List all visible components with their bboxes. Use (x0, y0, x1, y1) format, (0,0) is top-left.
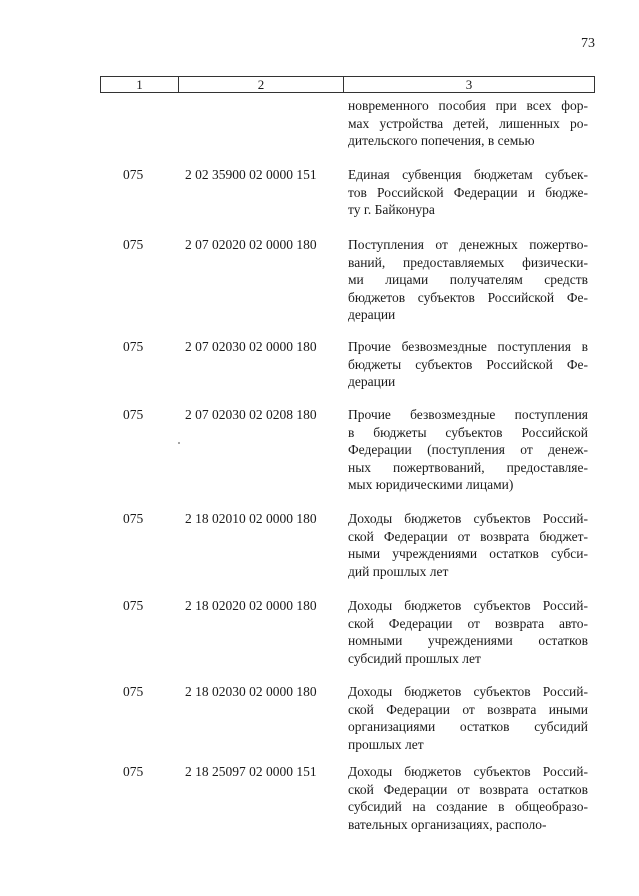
income-description (348, 763, 588, 833)
description-line: организациями остатков субсидий (348, 719, 588, 734)
description-line: вательных организациях, располо- (348, 816, 547, 832)
description-line: субсидий на создание в общеобразо- (348, 799, 588, 814)
column-header-3: 3 (465, 77, 473, 92)
budget-classification-code: 2 02 35900 02 0000 151 (185, 167, 317, 182)
budget-classification-code: 2 07 02020 02 0000 180 (185, 237, 317, 252)
budget-classification-code: 2 18 02020 02 0000 180 (185, 598, 317, 613)
budget-classification-code: 2 07 02030 02 0208 180 (185, 407, 317, 422)
description-line: ту г. Байконура (348, 202, 435, 217)
description-line: Доходы бюджетов субъектов Россий- (348, 684, 588, 699)
description-line: дерации (348, 307, 396, 322)
column-header-1: 1 (101, 77, 179, 92)
description-line: новременного пособия при всех фор- (348, 98, 588, 113)
description-line: Единая субвенция бюджетам субъек- (348, 167, 588, 182)
admin-code: 075 (123, 167, 144, 182)
description-line: тов Российской Федерации и бюдже- (348, 184, 588, 200)
description-line: номными учреждениями остатков (348, 633, 588, 648)
description-line: в бюджеты субъектов Российской (348, 424, 588, 440)
description-line: ской Федерации от возврата авто- (348, 615, 588, 631)
income-description (348, 97, 588, 150)
income-description (348, 236, 588, 324)
admin-code: 075 (123, 339, 144, 354)
income-description (348, 597, 588, 667)
description-line: мах устройства детей, лишенных ро- (348, 115, 588, 131)
column-header-2: 2 (179, 77, 344, 92)
description-line: ных пожертвований, предоставляе- (348, 459, 588, 475)
income-description (348, 338, 588, 391)
description-line: ской Федерации от возврата иными (348, 701, 588, 717)
admin-code: 075 (123, 684, 144, 699)
description-line: дительского попечения, в семью (348, 133, 535, 148)
description-line: Доходы бюджетов субъектов Россий- (348, 511, 588, 526)
description-line: дерации (348, 374, 396, 389)
description-line: ными учреждениями остатков субси- (348, 546, 588, 561)
description-line: ской Федерации от возврата остатков (348, 781, 588, 797)
description-line: субсидий прошлых лет (348, 650, 481, 666)
description-line: Прочие безвозмездные поступления в (348, 339, 588, 354)
description-line: ской Федерации от возврата бюджет- (348, 528, 588, 544)
description-line: дий прошлых лет (348, 563, 449, 579)
description-line: мых юридическими лицами) (348, 477, 514, 492)
budget-classification-code: 2 18 02010 02 0000 180 (185, 511, 317, 526)
income-description (348, 510, 588, 580)
description-line: Федерации (поступления от денеж- (348, 442, 588, 457)
budget-classification-code: 2 07 02030 02 0000 180 (185, 339, 317, 354)
description-line: бюджетов субъектов Российской Фе- (348, 289, 588, 305)
page-number: 73 (581, 36, 595, 51)
description-line: Доходы бюджетов субъектов Россий- (348, 764, 588, 779)
income-description (348, 683, 588, 753)
income-description (348, 166, 588, 219)
description-line: Доходы бюджетов субъектов Россий- (348, 598, 588, 613)
description-line: Прочие безвозмездные поступления (348, 407, 588, 422)
admin-code: 075 (123, 764, 144, 779)
scan-speck (178, 442, 180, 444)
budget-classification-code: 2 18 25097 02 0000 151 (185, 764, 317, 779)
budget-classification-code: 2 18 02030 02 0000 180 (185, 684, 317, 699)
table-header (100, 76, 595, 93)
description-line: бюджеты субъектов Российской Фе- (348, 356, 588, 372)
description-line: ми лицами получателям средств (348, 272, 588, 287)
description-line: прошлых лет (348, 736, 424, 752)
admin-code: 075 (123, 598, 144, 613)
description-line: Поступления от денежных пожертво- (348, 237, 588, 252)
description-line: ваний, предоставляемых физически- (348, 254, 588, 270)
income-description (348, 406, 588, 494)
admin-code: 075 (123, 237, 144, 252)
admin-code: 075 (123, 407, 144, 422)
admin-code: 075 (123, 511, 144, 526)
